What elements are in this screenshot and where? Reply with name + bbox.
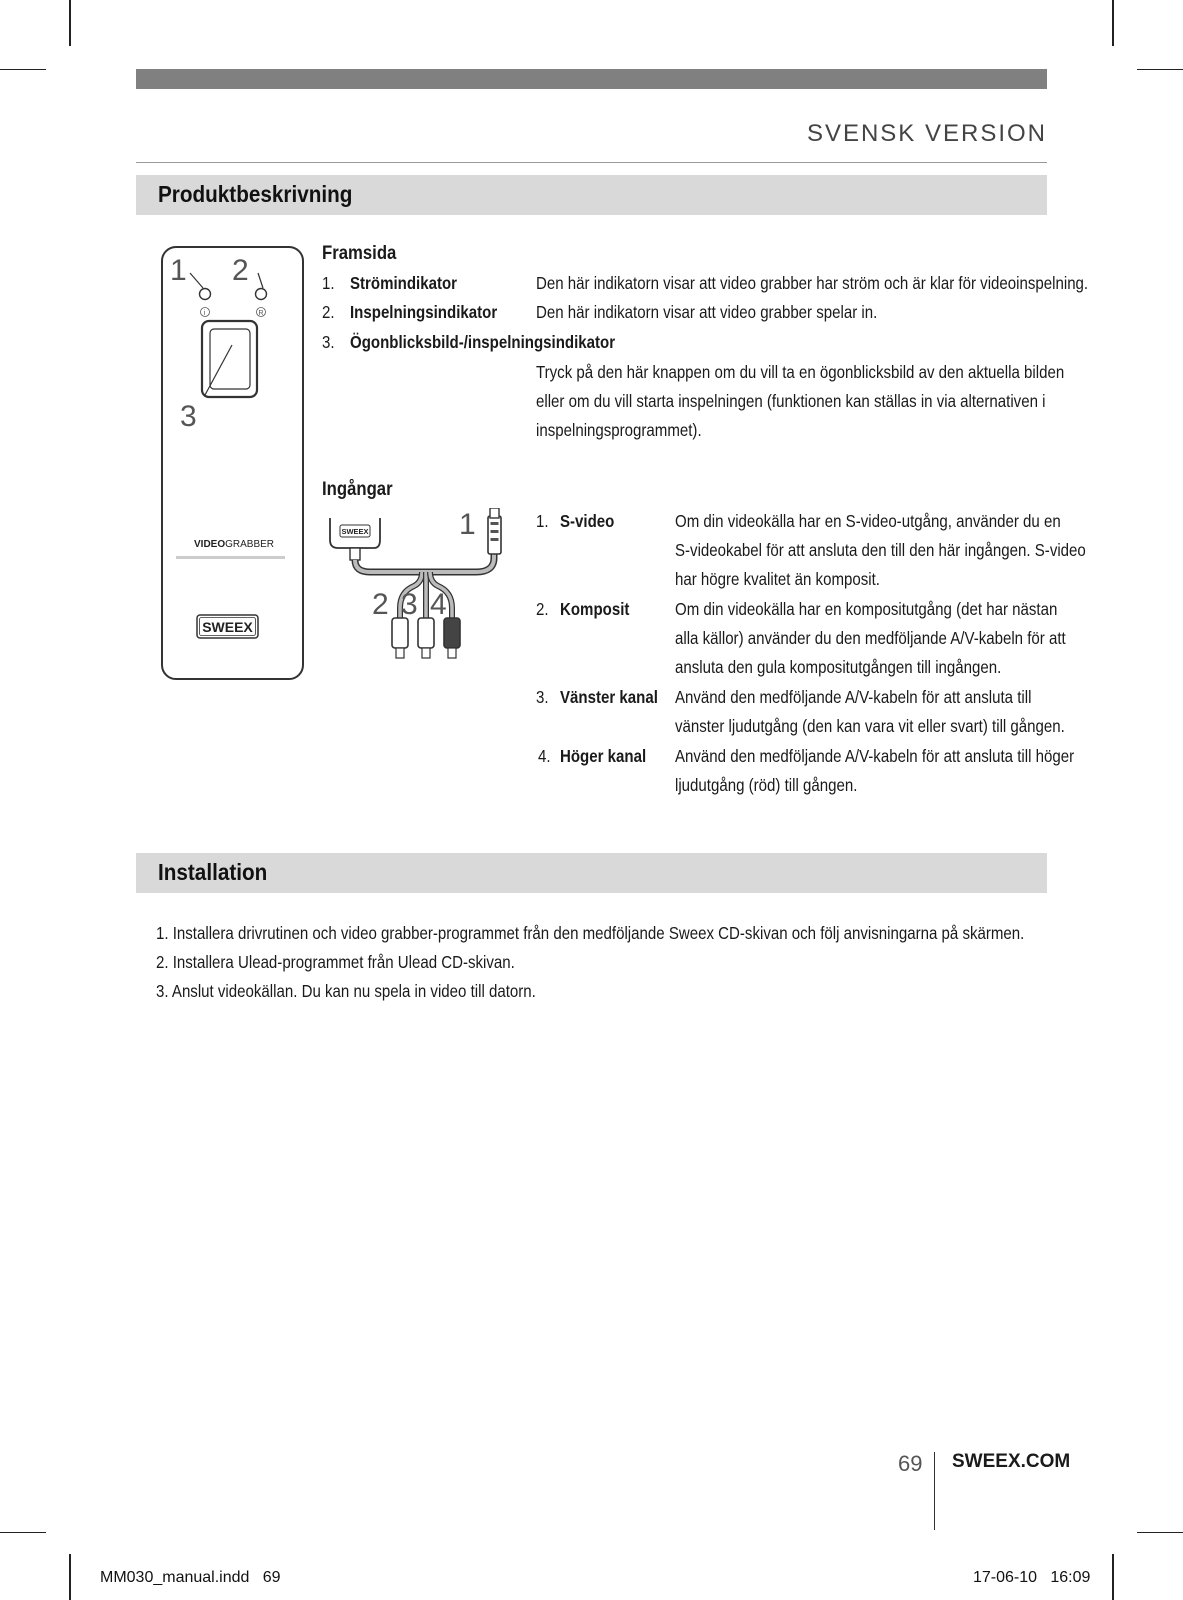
label-3: 3	[180, 400, 197, 433]
label-2: 2	[232, 254, 249, 287]
crop-mark	[69, 0, 71, 46]
video-grabber-illustration	[160, 245, 305, 681]
footer-divider	[934, 1452, 935, 1530]
language-version: SVENSK VERSION	[806, 120, 1047, 147]
list-item: 2. Komposit Om din videokälla har en kompositutgång (det har nästan alla källor) använder du den medföljande A/V-kabeln för att ansluta den gula kompositutgången till ingången.	[536, 599, 1066, 677]
list-item: 1. S-video Om din videokälla har en S-video-utgång, använder du en S-videokabel för att ansluta den till den här ingången. S-video har högre kvalitet än komposit.	[536, 511, 1086, 589]
crop-mark	[1137, 69, 1183, 70]
list-item: 4. Höger kanal Använd den medföljande A/V-kabeln för att ansluta till höger ljudutgång (röd) till gången.	[538, 746, 1075, 795]
av-cable-illustration	[326, 508, 516, 670]
install-step-1: 1. Installera drivrutinen och video grabber-programmet från den medföljande Sweex CD-skivan och följ anvisningarna på skärmen.	[156, 923, 1025, 943]
crop-mark	[1137, 1532, 1183, 1533]
label-1: 1	[170, 254, 187, 287]
header-bar	[136, 69, 1047, 89]
cable-label-2: 2	[372, 588, 389, 621]
install-step-3: 3. Anslut videokällan. Du kan nu spela in video till datorn.	[156, 981, 536, 1001]
crop-mark	[0, 69, 46, 70]
crop-mark	[0, 1532, 46, 1533]
svg-text:R: R	[258, 310, 264, 317]
brand-url: SWEEX.COM	[952, 1451, 1071, 1472]
cable-label-1: 1	[459, 508, 476, 541]
svg-text:SWEEX: SWEEX	[202, 619, 253, 635]
file-info: MM030_manual.indd 69	[100, 1569, 281, 1586]
crop-mark	[1112, 1554, 1114, 1600]
page-number: 69	[898, 1451, 923, 1476]
section-product-description	[136, 175, 1047, 215]
svg-text:i: i	[203, 310, 206, 317]
section-title: Produktbeskrivning	[158, 181, 353, 207]
list-item: 2. Inspelningsindikator Den här indikatorn visar att video grabber spelar in.	[322, 302, 878, 322]
list-item: 3. Ögonblicksbild-/inspelningsindikator Tryck på den här knappen om du vill ta en ögonblicksbild av den aktuella bilden eller om du vill starta inspelningen (funktionen kan ställas in via alternativen i inspelningsprogrammet).	[322, 332, 1065, 440]
inputs-heading: Ingångar	[322, 479, 393, 500]
header-rule	[136, 162, 1047, 163]
list-item: 3. Vänster kanal Använd den medföljande A/V-kabeln för att ansluta till vänster ljudutgång (den kan vara vit eller svart) till gången.	[536, 687, 1065, 736]
crop-mark	[1112, 0, 1114, 46]
device-name: VIDEOGRABBER	[194, 539, 275, 550]
crop-mark	[69, 1554, 71, 1600]
front-heading: Framsida	[322, 243, 397, 264]
section-installation	[136, 853, 1047, 893]
print-date: 17-06-10 16:09	[973, 1569, 1091, 1586]
svg-text:SWEEX: SWEEX	[341, 527, 369, 536]
cable-label-3: 3	[401, 588, 418, 621]
cable-label-4: 4	[430, 588, 447, 621]
section-title: Installation	[158, 859, 268, 885]
install-step-2: 2. Installera Ulead-programmet från Ulead CD-skivan.	[156, 952, 515, 972]
list-item: 1. Strömindikator Den här indikatorn visar att video grabber har ström och är klar för videoinspelning.	[322, 273, 1089, 293]
